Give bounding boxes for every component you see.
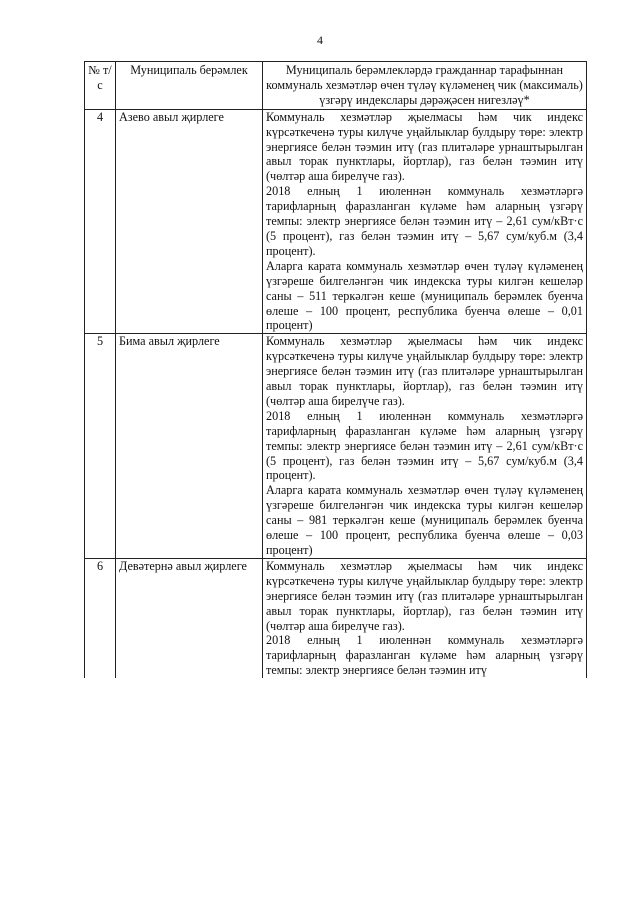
population-paragraph: Аларга карата коммуналь хезмәтләр өчен түләү күләменең үзгәреше билгеләнгән чик индекска туры килгән кешеләр саны – 981 теркәлгән кеше (муниципаль берәмлек буенча өлеше – 100 процент, республика буенча өлеше – 0,03 процент): [266, 483, 583, 557]
row-description: [263, 334, 587, 559]
municipality-name: Азево авыл җирлеге: [116, 109, 263, 334]
row-number: 4: [85, 109, 116, 334]
table-row: [85, 334, 587, 559]
row-number: 6: [85, 558, 116, 678]
utility-types-paragraph: Коммуналь хезмәтләр җыелмасы һәм чик индекс күрсәткеченә туры килүче уңайлыклар булдыру төре: электр энергиясе белән тәэмин итү (газ плитәләре урнаштырылган авыл торак пунктлары, йортлар), газ белән тәэмин итү (чөлтәр аша бирелүче газ).: [266, 558, 583, 633]
header-municipality: Муниципаль берәмлек: [116, 62, 263, 110]
tariff-table: [84, 61, 587, 678]
utility-types-paragraph: Коммуналь хезмәтләр җыелмасы һәм чик индекс күрсәткеченә туры килүче уңайлыклар булдыру төре: электр энергиясе белән тәэмин итү (газ плитәләре урнаштырылган авыл торак пунктлары, йортлар), газ белән тәэмин итү (чөлтәр аша бирелүче газ).: [266, 109, 583, 184]
row-description: [263, 558, 587, 678]
page-number: 4: [317, 33, 323, 47]
population-paragraph: Аларга карата коммуналь хезмәтләр өчен түләү күләменең үзгәреше билгеләнгән чик индекска туры килгән кешеләр саны – 511 теркәлгән кеше (муниципаль берәмлек буенча өлеше – 100 процент, республика буенча өлеше – 0,01 процент): [266, 258, 583, 333]
header-num: № т/с: [85, 62, 116, 110]
tariff-paragraph: 2018 елның 1 июленнән коммуналь хезмәтләргә тарифларның фаразланган күләме һәм аларның үзгәрү темпы: электр энергиясе белән тәэмин итү – 2,61 сум/кВт·с (5 процент), газ белән тәэмин итү – 5,67 сум/куб.м (3,4 процент).: [266, 408, 583, 483]
tariff-paragraph: 2018 елның 1 июленнән коммуналь хезмәтләргә тарифларның фаразланган күләме һәм аларның үзгәрү темпы: электр энергиясе белән тәэмин итү: [266, 633, 583, 678]
table-row: [85, 109, 587, 334]
tariff-paragraph: 2018 елның 1 июленнән коммуналь хезмәтләргә тарифларның фаразланган күләме һәм аларның үзгәрү темпы: электр энергиясе белән тәэмин итү – 2,61 сум/кВт·с (5 процент), газ белән тәэмин итү – 5,67 сум/куб.м (3,4 процент).: [266, 184, 583, 258]
row-description: [263, 109, 587, 334]
utility-types-paragraph: Коммуналь хезмәтләр җыелмасы һәм чик индекс күрсәткеченә туры килүче уңайлыклар булдыру төре: электр энергиясе белән тәэмин итү (газ плитәләре урнаштырылган авыл торак пунктлары, йортлар), газ белән тәэмин итү (чөлтәр аша бирелүче газ).: [266, 334, 583, 408]
header-description: Муниципаль берәмлекләрдә гражданнар тарафыннан коммуналь хезмәтләр өчен түләү күләменең чик (максималь) үзгәрү индекслары дәрәҗәсен нигезләү*: [263, 62, 587, 110]
table-header-row: [85, 62, 587, 110]
table-row: [85, 558, 587, 678]
municipality-name: Бима авыл җирлеге: [116, 334, 263, 559]
municipality-name: Девәтернә авыл җирлеге: [116, 558, 263, 678]
row-number: 5: [85, 334, 116, 559]
